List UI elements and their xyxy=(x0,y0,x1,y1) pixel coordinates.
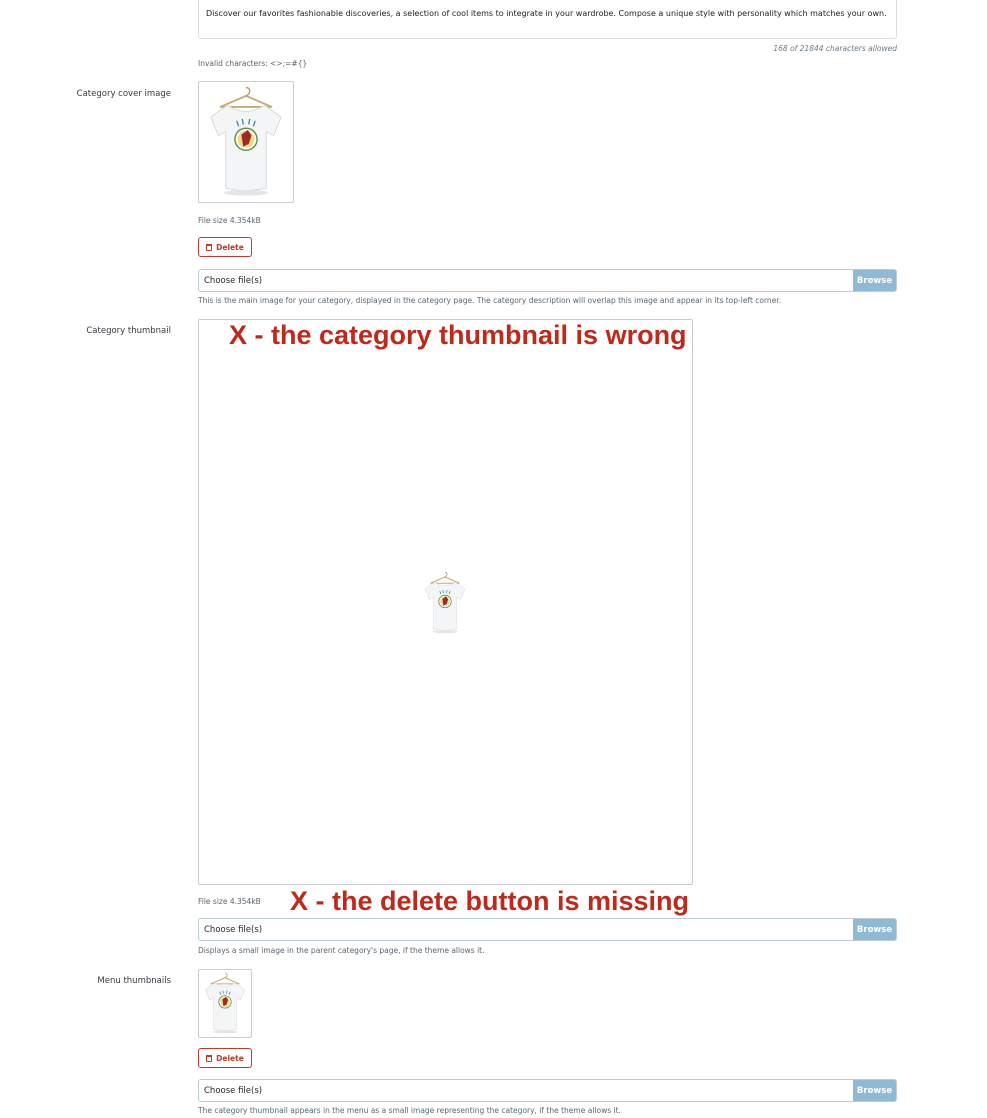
menu-thumbnails-label: Menu thumbnails xyxy=(97,976,171,986)
description-text: Discover our favorites fashionable discoveries, a selection of cool items to integrate in your wardrobe. Compose a unique style with personality which matches your own. xyxy=(206,9,887,18)
cover-file-input[interactable] xyxy=(198,269,897,292)
menu-thumbnail-preview xyxy=(198,969,252,1038)
menu-file-placeholder: Choose file(s) xyxy=(204,1086,263,1096)
cover-browse-button[interactable]: Browse xyxy=(853,270,896,291)
cover-delete-button[interactable] xyxy=(198,237,252,257)
thumbnail-help-text: Displays a small image in the parent category's page, if the theme allows it. xyxy=(198,946,485,955)
annotation-wrong-thumbnail: X - the category thumbnail is wrong xyxy=(229,320,687,350)
cover-file-placeholder: Choose file(s) xyxy=(204,276,263,286)
thumbnail-preview xyxy=(198,319,693,885)
invalid-characters-hint: Invalid characters: <>;=#{} xyxy=(198,59,308,68)
description-textarea[interactable] xyxy=(198,0,897,39)
thumbnail-file-input[interactable] xyxy=(198,918,897,941)
menu-delete-label: Delete xyxy=(216,1053,244,1063)
thumbnail-label: Category thumbnail xyxy=(86,326,171,336)
tshirt-image xyxy=(199,82,293,202)
cover-file-size: File size 4.354kB xyxy=(198,216,261,225)
cover-image-preview xyxy=(198,81,294,203)
thumbnail-file-size: File size 4.354kB xyxy=(198,897,261,906)
trash-icon xyxy=(206,244,212,251)
tshirt-image xyxy=(419,564,471,642)
menu-thumbnail-file-input[interactable] xyxy=(198,1079,897,1102)
annotation-missing-delete: X - the delete button is missing xyxy=(290,886,690,916)
trash-icon xyxy=(206,1055,212,1062)
menu-thumbnail-help-text: The category thumbnail appears in the menu as a small image representing the category, if the theme allows it. xyxy=(198,1106,621,1115)
thumbnail-browse-button[interactable]: Browse xyxy=(853,919,896,940)
cover-help-text: This is the main image for your category, displayed in the category page. The category description will overlap this image and appear in its top-left corner. xyxy=(198,296,782,305)
menu-browse-button[interactable]: Browse xyxy=(853,1080,896,1101)
thumbnail-file-placeholder: Choose file(s) xyxy=(204,925,263,935)
cover-image-label: Category cover image xyxy=(76,89,171,99)
tshirt-image xyxy=(199,970,251,1037)
character-counter: 168 of 21844 characters allowed xyxy=(773,44,897,53)
menu-thumbnail-delete-button[interactable] xyxy=(198,1048,252,1068)
cover-delete-label: Delete xyxy=(216,242,244,252)
